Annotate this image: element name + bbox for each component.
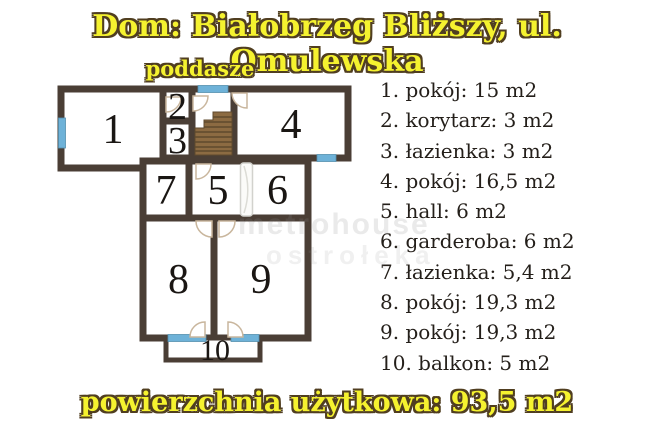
window-icon-room4 xyxy=(317,155,336,162)
room-number-8: 8 xyxy=(168,257,189,303)
room-number-2: 2 xyxy=(168,86,187,128)
legend-item-10: 10. balkon: 5 m2 xyxy=(380,350,551,375)
room-number-4: 4 xyxy=(280,102,302,148)
room-number-5: 5 xyxy=(207,168,229,214)
total-area-label: powierzchnia użytkowa: 93,5 m2 xyxy=(80,387,574,418)
room-number-1: 1 xyxy=(102,107,124,153)
legend-list xyxy=(380,75,575,378)
floor-label: poddasze xyxy=(145,56,255,81)
room-number-10: 10 xyxy=(200,334,230,367)
legend-item-5: 5. hall: 6 m2 xyxy=(380,199,507,224)
watermark-line1: metrohouse xyxy=(238,208,430,241)
room-number-6: 6 xyxy=(267,168,288,214)
legend-item-4: 4. pokój: 16,5 m2 xyxy=(380,168,557,193)
page-title: Dom: Białobrzeg Bliższy, ul. Omulewska xyxy=(92,9,562,79)
window-icon-room1 xyxy=(59,118,66,148)
legend-item-7: 7. łazienka: 5,4 m2 xyxy=(380,259,573,284)
legend-item-8: 8. pokój: 19,3 m2 xyxy=(380,290,557,315)
legend-item-3: 3. łazienka: 3 m2 xyxy=(380,138,554,163)
legend-item-2: 2. korytarz: 3 m2 xyxy=(380,108,555,133)
legend-item-1: 1. pokój: 15 m2 xyxy=(380,78,538,102)
watermark-line2: ostrołęka xyxy=(266,240,436,270)
legend-item-9: 9. pokój: 19,3 m2 xyxy=(380,320,557,345)
room-number-3: 3 xyxy=(168,120,187,162)
window-icon-stair-hall xyxy=(198,86,228,93)
room-number-7: 7 xyxy=(155,168,177,214)
legend-item-6: 6. garderoba: 6 m2 xyxy=(380,229,575,254)
room-number-9: 9 xyxy=(250,257,272,303)
door-leaf-icon-room5-6 xyxy=(241,163,253,216)
